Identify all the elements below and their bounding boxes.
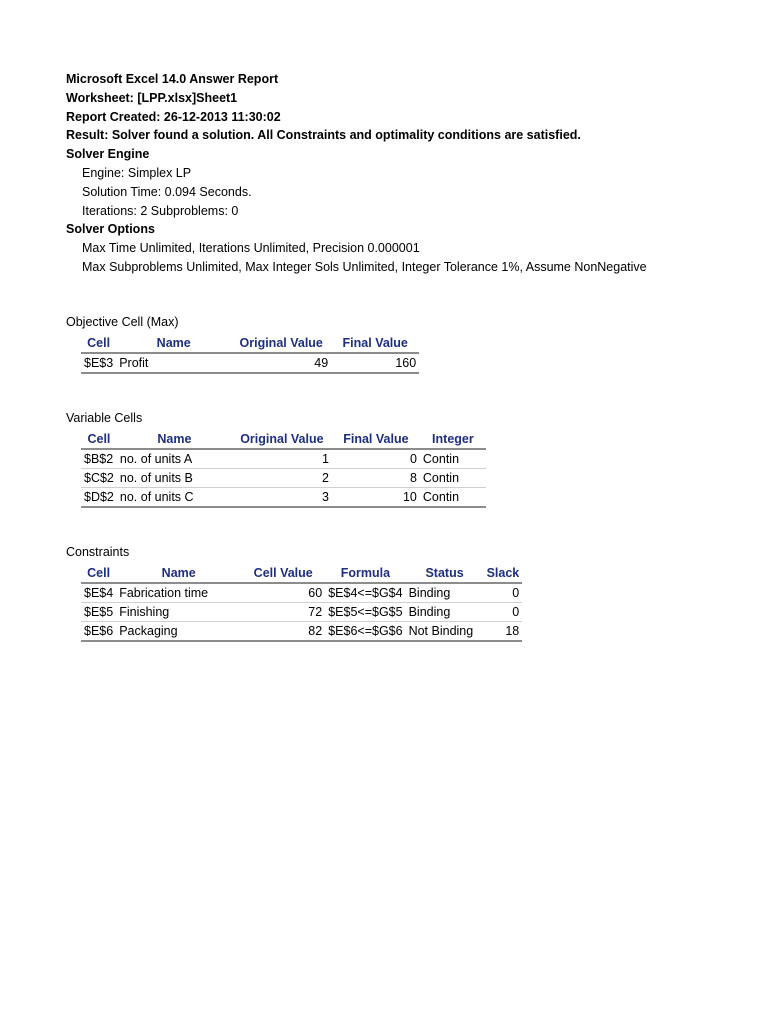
constraints-table (81, 563, 522, 642)
col-header-original-value: Original Value (232, 429, 332, 449)
cell-value: 60 (241, 583, 325, 603)
constraints-section-label: Constraints (66, 545, 130, 559)
col-header-status: Status (406, 563, 484, 583)
cell-ref: $D$2 (81, 488, 117, 508)
constraints-header-row (81, 563, 522, 583)
col-header-final-value: Final Value (331, 333, 419, 353)
options-line-2: Max Subproblems Unlimited, Max Integer Sols Unlimited, Integer Tolerance 1%, Assume NonNegative (82, 259, 647, 274)
formula: $E$6<=$G$6 (325, 622, 405, 642)
objective-section-label: Objective Cell (Max) (66, 315, 179, 329)
report-created-line: Report Created: 26-12-2013 11:30:02 (66, 109, 281, 124)
slack: 0 (484, 603, 523, 622)
original-value: 1 (232, 449, 332, 469)
report-title: Microsoft Excel 14.0 Answer Report (66, 72, 279, 86)
original-value: 3 (232, 488, 332, 508)
cell-name: Packaging (116, 622, 241, 642)
cell-value: 82 (241, 622, 325, 642)
final-value: 0 (332, 449, 420, 469)
col-header-integer: Integer (420, 429, 486, 449)
engine-line: Engine: Simplex LP (82, 165, 192, 180)
solver-engine-heading: Solver Engine (66, 147, 150, 162)
cell-ref: $E$4 (81, 583, 116, 603)
original-value: 2 (232, 469, 332, 488)
options-line-1: Max Time Unlimited, Iterations Unlimited, Precision 0.000001 (82, 241, 420, 256)
cell-name: no. of units B (117, 469, 232, 488)
integer-type: Contin (420, 449, 486, 469)
col-header-cell: Cell (81, 563, 116, 583)
final-value: 10 (332, 488, 420, 508)
table-row (81, 583, 522, 603)
objective-header-row (81, 333, 419, 353)
objective-table (81, 333, 419, 374)
table-row (81, 469, 486, 488)
col-header-formula: Formula (325, 563, 405, 583)
status: Binding (406, 583, 484, 603)
cell-name: Finishing (116, 603, 241, 622)
cell-ref: $E$3 (81, 353, 116, 373)
cell-value: 72 (241, 603, 325, 622)
variables-table (81, 429, 486, 508)
table-row (81, 603, 522, 622)
cell-ref: $B$2 (81, 449, 117, 469)
cell-name: Profit (116, 353, 231, 373)
table-row (81, 488, 486, 508)
col-header-final-value: Final Value (332, 429, 420, 449)
cell-ref: $E$6 (81, 622, 116, 642)
col-header-name: Name (117, 429, 232, 449)
iterations-line: Iterations: 2 Subproblems: 0 (82, 203, 239, 218)
report-header (66, 70, 656, 277)
formula: $E$4<=$G$4 (325, 583, 405, 603)
slack: 0 (484, 583, 523, 603)
col-header-name: Name (116, 563, 241, 583)
table-row (81, 449, 486, 469)
status: Not Binding (406, 622, 484, 642)
cell-name: no. of units A (117, 449, 232, 469)
worksheet-line: Worksheet: [LPP.xlsx]Sheet1 (66, 90, 238, 105)
col-header-cell: Cell (81, 333, 116, 353)
col-header-original-value: Original Value (231, 333, 331, 353)
final-value: 8 (332, 469, 420, 488)
final-value: 160 (331, 353, 419, 373)
integer-type: Contin (420, 488, 486, 508)
variables-header-row (81, 429, 486, 449)
integer-type: Contin (420, 469, 486, 488)
table-row (81, 353, 419, 373)
table-row (81, 622, 522, 642)
cell-name: no. of units C (117, 488, 232, 508)
result-line: Result: Solver found a solution. All Constraints and optimality conditions are satisfied. (66, 128, 581, 143)
slack: 18 (484, 622, 523, 642)
cell-ref: $C$2 (81, 469, 117, 488)
solution-time-line: Solution Time: 0.094 Seconds. (82, 184, 252, 199)
cell-ref: $E$5 (81, 603, 116, 622)
original-value: 49 (231, 353, 331, 373)
status: Binding (406, 603, 484, 622)
formula: $E$5<=$G$5 (325, 603, 405, 622)
solver-options-heading: Solver Options (66, 222, 155, 237)
col-header-cell-value: Cell Value (241, 563, 325, 583)
col-header-slack: Slack (484, 563, 523, 583)
cell-name: Fabrication time (116, 583, 241, 603)
col-header-cell: Cell (81, 429, 117, 449)
col-header-name: Name (116, 333, 231, 353)
variables-section-label: Variable Cells (66, 411, 143, 425)
